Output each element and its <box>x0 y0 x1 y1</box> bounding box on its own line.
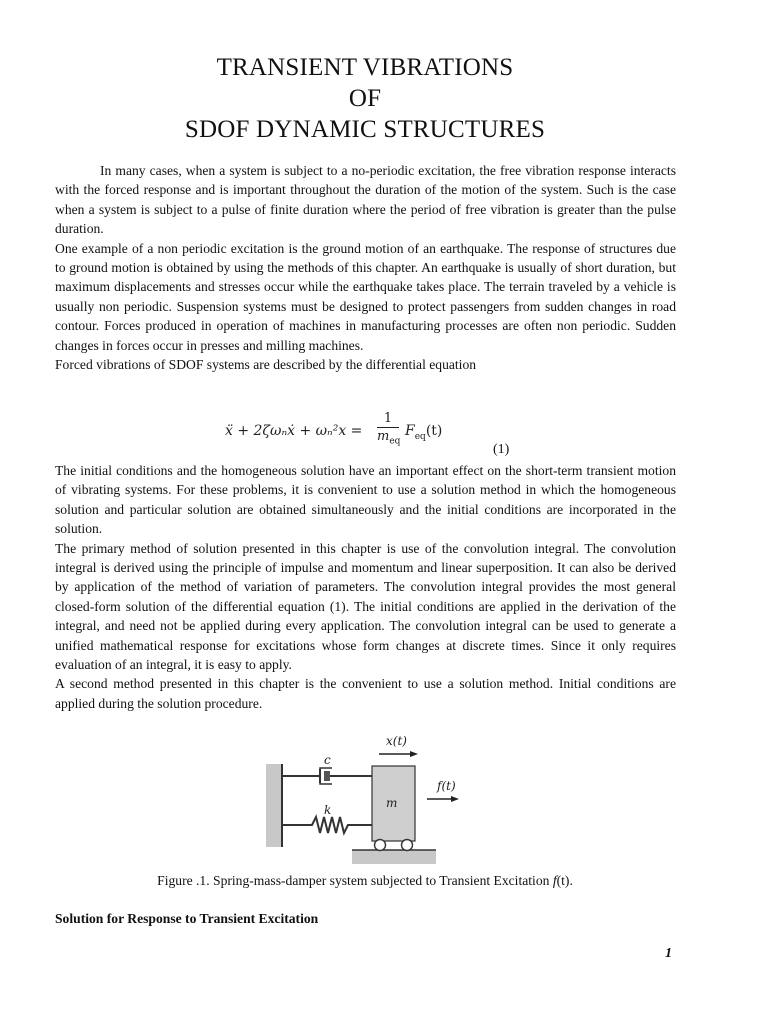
damper <box>282 768 372 784</box>
paragraph: The primary method of solution presented in this chapter is use of the convolution integral. The convolution integral is derived using the principle of impulse and momentum and linear superposition. It can also be derived by application of the method of variation of parameters. The convolution integral provides the most general closed-form solution of the differential equation (1). The initial conditions are applied in the derivation of the integral, and need not be applied during every application. The convolution integral can be used to generate a unified mathematical response for excitations whose form changes at discrete times. Since it only requires evaluation of an integral, it is easy to apply. <box>55 540 676 673</box>
body-text-upper <box>55 161 676 374</box>
equation-number: (1) <box>493 442 510 457</box>
title-line-1: TRANSIENT VIBRATIONS <box>216 54 514 81</box>
fraction-bar <box>377 427 399 428</box>
force-label: f(t) <box>437 779 456 793</box>
spring-label: k <box>324 803 332 817</box>
ground <box>352 850 436 864</box>
wheel-right <box>402 840 413 851</box>
spring-mass-damper-figure <box>262 732 472 867</box>
section-heading: Solution for Response to Transient Excitation <box>55 911 319 926</box>
document-title <box>0 52 730 145</box>
equation-1 <box>225 409 525 457</box>
paragraph: The initial conditions and the homogeneous solution have an important effect on the short-term transient motion of vibrating systems. For these problems, it is convenient to use a solution method in which the homogeneous solution and particular solution are obtained simultaneously and the initial conditions are incorporated in the solution. <box>55 463 676 537</box>
equation-fraction <box>377 411 399 447</box>
paragraph: In many cases, when a system is subject to a no-periodic excitation, the free vibration response interacts with the forced response and is important throughout the duration of the motion of the system. Such is the case when a system is subject to a pulse of finite duration where the period of free vibration is greater than the pulse duration. <box>55 163 676 237</box>
spring <box>282 817 372 833</box>
paragraph: Forced vibrations of SDOF systems are described by the differential equation <box>55 357 477 373</box>
displacement-label: x(t) <box>386 734 407 748</box>
mass-label: m <box>386 796 398 810</box>
wall <box>266 764 282 847</box>
paragraph: One example of a non periodic excitation is the ground motion of an earthquake. The response of structures due to ground motion is obtained by using the methods of this chapter. An earthquake is usually of short duration, but maximum displacements and stresses occur while the earthquake takes place. The terrain traveled by a vehicle is usually non periodic. Suspension systems must be designed to protect passengers from sudden changes in road contour. Forces produced in operation of machines in manufacturing processes are often non periodic. Sudden changes in forces occur in presses and milling machines. <box>55 240 676 353</box>
fraction-numerator: 1 <box>383 411 393 426</box>
body-text-lower <box>55 461 676 713</box>
fraction-denominator: $m_{eq}$ <box>377 429 401 447</box>
damper-label: c <box>324 753 331 767</box>
page-number: 1 <box>665 946 672 961</box>
equation-rhs: $F_{eq}(t)$ <box>405 423 443 442</box>
force-arrow <box>427 796 459 802</box>
equation-lhs: ẍ + 2ζωₙẋ + ωₙ²x = <box>225 423 363 439</box>
title-line-2: OF <box>348 85 382 112</box>
wheel-left <box>375 840 386 851</box>
figure-caption: Figure .1. Spring-mass-damper system subjected to Transient Excitation f(t). <box>157 873 573 888</box>
paragraph: A second method presented in this chapter is the convenient to use a solution method. Initial conditions are applied during the solution procedure. <box>55 676 676 711</box>
title-line-3: SDOF DYNAMIC STRUCTURES <box>184 116 546 143</box>
displacement-arrow <box>379 751 418 757</box>
